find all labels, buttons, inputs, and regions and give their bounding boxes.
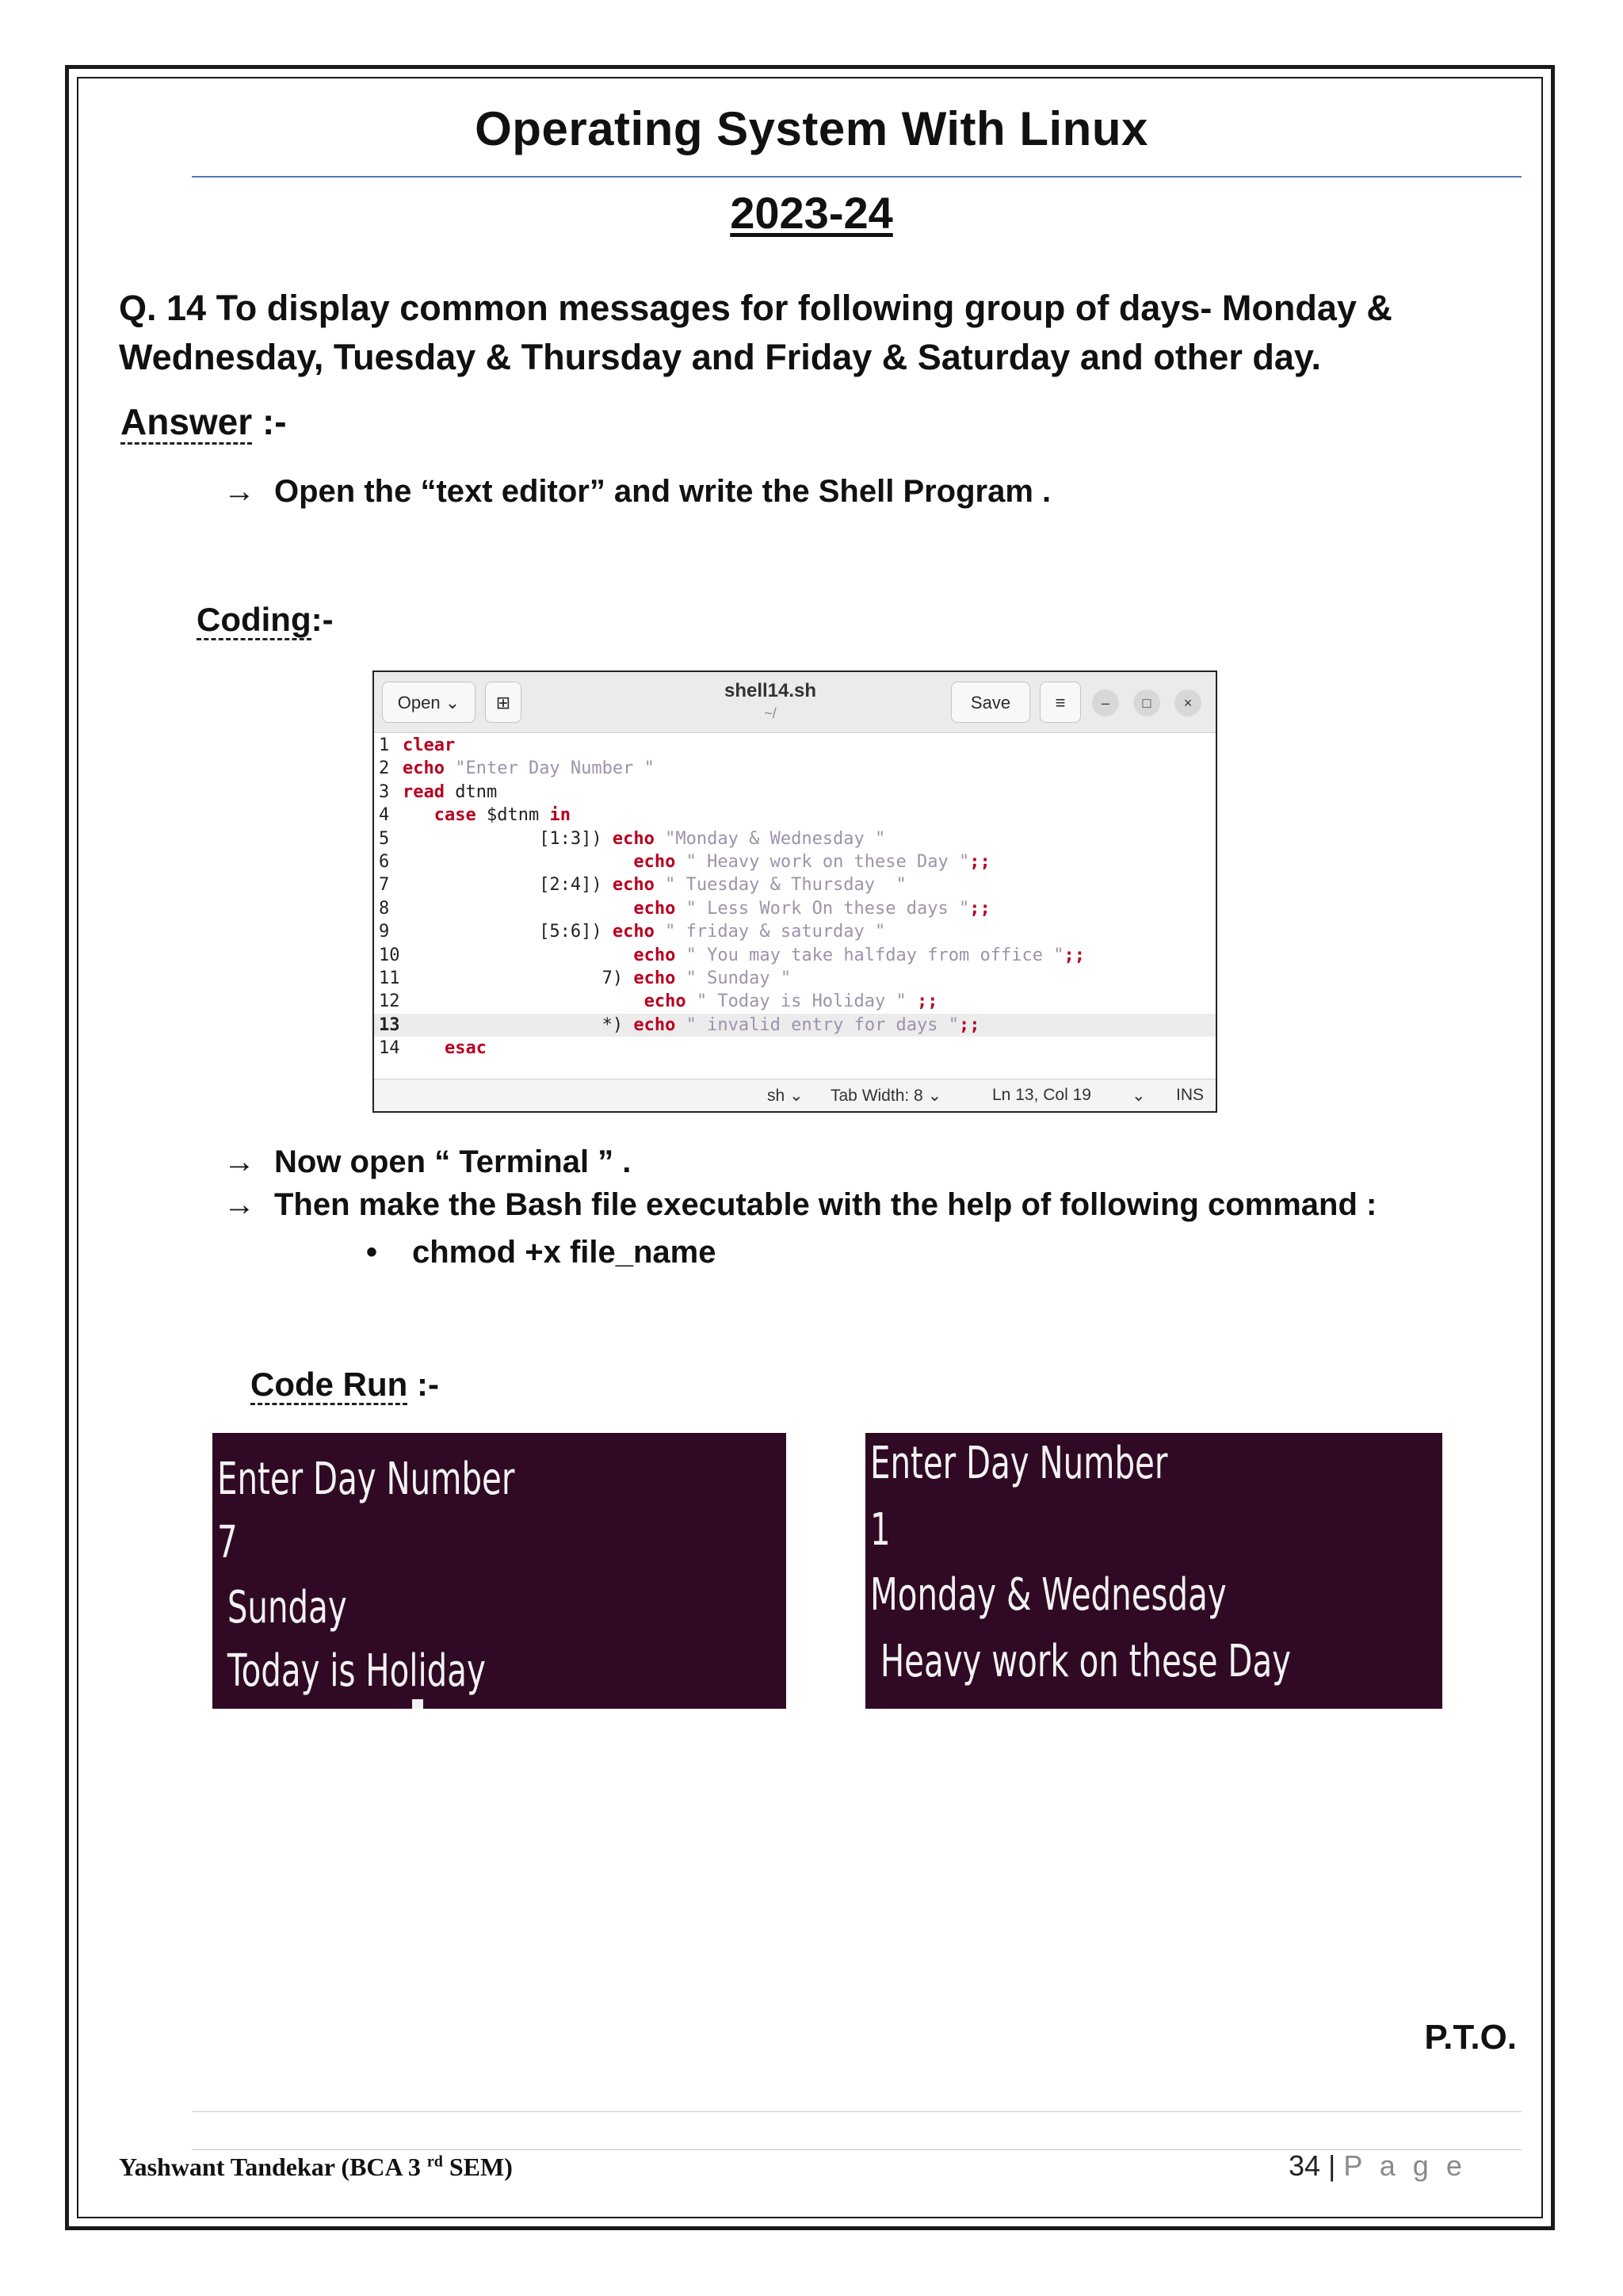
code-indent [403, 829, 539, 849]
terminal-output-2 [865, 1433, 1442, 1709]
page-separator: | [1320, 2149, 1344, 2182]
coding-heading [197, 601, 334, 639]
code-text [403, 967, 791, 990]
line-number: 6 [379, 851, 390, 872]
command-text: chmod +x file_name [412, 1235, 716, 1270]
code-line [374, 990, 1216, 1013]
line-number: 8 [379, 898, 390, 919]
code-keyword: clear [403, 735, 456, 755]
coding-suffix: :- [311, 601, 334, 638]
open-button[interactable] [382, 682, 475, 723]
code-text [403, 944, 1085, 967]
code-run-heading [250, 1366, 439, 1404]
text-editor-screenshot [372, 670, 1217, 1113]
author-superscript: rd [426, 2153, 443, 2171]
terminal-line: Sunday [217, 1582, 347, 1633]
line-number: 1 [379, 735, 390, 755]
hamburger-menu-icon[interactable]: ≡ [1040, 682, 1081, 723]
code-indent [403, 946, 633, 965]
case-pattern: 7) [601, 968, 634, 988]
code-string: " invalid entry for days " [675, 1014, 960, 1035]
code-keyword: echo [633, 898, 676, 919]
code-text [403, 873, 907, 896]
code-text-part: dtnm [444, 781, 498, 802]
code-indent [403, 922, 539, 942]
code-keyword: esac [444, 1038, 487, 1059]
code-string: " Sunday " [675, 968, 792, 988]
code-text [403, 781, 497, 804]
code-text [403, 757, 655, 780]
terminal-line: Heavy work on these Day [870, 1636, 1292, 1687]
chevron-down-icon[interactable]: ⌄ [1132, 1087, 1146, 1105]
code-indent [403, 991, 644, 1011]
cursor-position: Ln 13, Col 19 [992, 1086, 1091, 1104]
terminal-line: Enter Day Number [217, 1454, 515, 1505]
code-keyword: echo [403, 758, 445, 779]
footer-page-number [1289, 2149, 1467, 2183]
case-pattern: [5:6]) [539, 922, 613, 942]
line-number: 12 [379, 991, 400, 1012]
close-icon[interactable]: × [1174, 690, 1201, 716]
code-text [403, 920, 885, 943]
tab-width-label: Tab Width: 8 [831, 1087, 923, 1105]
answer-label: Answer [120, 401, 252, 445]
code-line [374, 1037, 1216, 1060]
code-text [403, 1037, 487, 1060]
line-number: 4 [379, 805, 390, 826]
code-terminator: ;; [969, 898, 991, 919]
editor-path: ~/ [764, 705, 777, 721]
title-divider [192, 176, 1522, 178]
code-text-part: $dtnm [475, 805, 550, 826]
editor-statusbar [374, 1079, 1216, 1111]
document-year [0, 187, 1623, 239]
open-label: Open [397, 693, 441, 712]
line-number: 13 [379, 1014, 400, 1035]
step-text: Open the “text editor” and write the Shell Program . [274, 474, 1052, 509]
right-arrow-icon: → [223, 1144, 255, 1179]
code-text [403, 827, 885, 850]
author-name: Yashwant Tandekar (BCA 3 [119, 2153, 427, 2181]
code-line [374, 804, 1216, 827]
step-text: Then make the Bash file executable with the help of following command : [274, 1187, 1377, 1222]
code-line [374, 734, 1216, 757]
code-text [403, 990, 938, 1013]
line-number: 10 [379, 945, 400, 965]
line-number: 2 [379, 758, 390, 779]
editor-headerbar [374, 672, 1216, 733]
editor-filename: shell14.sh [724, 680, 817, 701]
code-keyword: case [433, 805, 476, 826]
code-text [403, 850, 991, 873]
code-line [374, 850, 1216, 873]
code-terminator: ;; [917, 991, 938, 1012]
code-keyword: echo [633, 945, 676, 965]
code-string: "Enter Day Number " [444, 758, 655, 779]
terminal-line: 1 [870, 1504, 891, 1556]
terminal-line: Enter Day Number [870, 1438, 1168, 1489]
step-text: Now open “ Terminal ” . [274, 1144, 632, 1179]
code-indent [403, 875, 539, 895]
code-string: " Heavy work on these Day " [675, 851, 970, 872]
footer-author [119, 2153, 513, 2182]
code-run-suffix: :- [407, 1366, 439, 1403]
line-number: 3 [379, 781, 390, 802]
terminal-line: Today is Holiday [217, 1645, 486, 1697]
pto-note: P.T.O. [1424, 2018, 1517, 2057]
new-tab-icon[interactable]: ⊞ [485, 682, 521, 723]
code-terminator: ;; [969, 851, 991, 872]
answer-suffix: :- [252, 401, 287, 442]
language-label: sh [767, 1087, 785, 1105]
right-arrow-icon: → [223, 1187, 255, 1222]
year-text: 2023-24 [730, 188, 893, 238]
code-indent [403, 899, 633, 919]
code-string: "Monday & Wednesday " [654, 828, 886, 849]
code-run-label: Code Run [250, 1366, 407, 1405]
minimize-icon[interactable]: – [1092, 690, 1119, 716]
code-line [374, 1014, 1216, 1037]
code-indent [403, 1015, 602, 1035]
terminal-cursor [412, 1699, 423, 1709]
code-keyword: echo [633, 1014, 676, 1035]
code-indent [403, 968, 602, 988]
line-number: 11 [379, 968, 400, 988]
code-text [403, 897, 991, 920]
page-word: P a g e [1343, 2149, 1467, 2182]
step-open-terminal [223, 1144, 631, 1180]
case-pattern: *) [601, 1014, 634, 1035]
chevron-down-icon: ⌄ [445, 693, 460, 712]
code-line [374, 920, 1216, 943]
terminal-line: Monday & Wednesday [870, 1569, 1227, 1621]
code-text [403, 804, 571, 827]
question-text: Q. 14 To display common messages for following group of days- Monday & Wednesday, Tuesday & Thursday and Friday & Saturday and other day. [119, 288, 1392, 377]
code-terminator: ;; [959, 1014, 980, 1035]
right-arrow-icon: → [223, 474, 255, 509]
code-string: " Today is Holiday " [685, 991, 918, 1012]
footer-divider [192, 2111, 1522, 2112]
page-number: 34 [1289, 2149, 1321, 2182]
document-title: Operating System With Linux [475, 102, 1148, 155]
code-line [374, 757, 1216, 780]
author-semester: SEM) [442, 2153, 513, 2181]
code-keyword: echo [643, 991, 686, 1012]
line-number: 5 [379, 828, 390, 849]
code-terminator: ;; [1064, 945, 1085, 965]
terminal-line: 7 [217, 1517, 238, 1568]
tab-width-selector[interactable]: Tab Width: 8 ⌄ [831, 1087, 942, 1105]
code-line [374, 781, 1216, 804]
code-text [403, 1014, 980, 1037]
code-string: " friday & saturday " [654, 922, 886, 942]
case-pattern: [1:3]) [539, 828, 613, 849]
code-keyword: echo [612, 828, 655, 849]
code-string: " You may take halfday from office " [675, 945, 1064, 965]
command-bullet [366, 1235, 716, 1270]
code-string: " Less Work On these days " [675, 898, 970, 919]
code-area[interactable] [374, 734, 1216, 1079]
code-line [374, 967, 1216, 990]
step-open-editor [223, 474, 1051, 510]
line-number: 7 [379, 875, 390, 896]
code-keyword: echo [612, 875, 655, 896]
answer-heading [120, 400, 287, 443]
code-keyword: echo [633, 851, 676, 872]
save-button[interactable]: Save [951, 682, 1030, 723]
code-line [374, 944, 1216, 967]
line-number: 9 [379, 922, 390, 942]
coding-label: Coding [197, 601, 311, 640]
code-string: " Tuesday & Thursday " [654, 875, 907, 896]
code-line [374, 897, 1216, 920]
code-keyword: read [403, 781, 445, 802]
step-make-executable [223, 1187, 1377, 1223]
code-line [374, 873, 1216, 896]
code-indent [403, 805, 434, 825]
bullet-icon: • [366, 1235, 378, 1270]
code-text [403, 734, 455, 757]
maximize-icon[interactable]: □ [1133, 690, 1160, 716]
insert-mode: INS [1176, 1086, 1205, 1104]
case-pattern: [2:4]) [539, 875, 613, 896]
code-indent [403, 1038, 445, 1058]
line-number: 14 [379, 1038, 400, 1059]
code-line [374, 827, 1216, 850]
code-keyword: echo [633, 968, 676, 988]
code-indent [403, 852, 633, 872]
code-keyword: echo [612, 922, 655, 942]
language-selector[interactable]: sh ⌄ [767, 1087, 804, 1105]
terminal-output-1 [212, 1433, 786, 1709]
code-keyword: in [549, 805, 571, 826]
